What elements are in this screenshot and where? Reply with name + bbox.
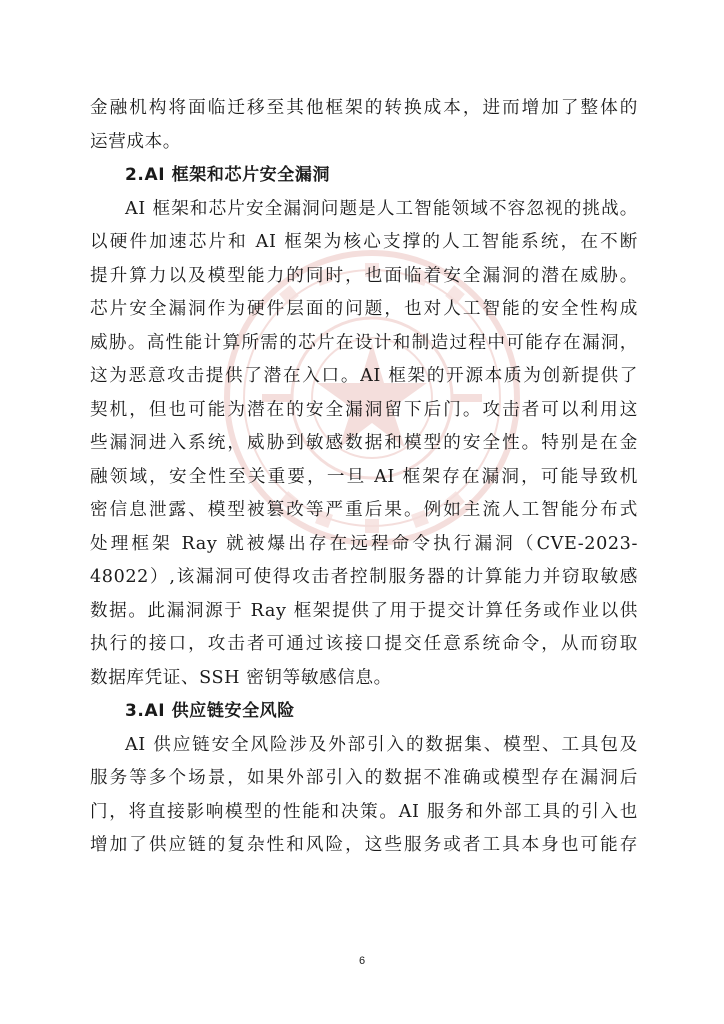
paragraph-line: 运营成本。: [90, 131, 181, 152]
paragraph-line: 增加了供应链的复杂性和风险，这些服务或者工具本身也可能存: [90, 835, 638, 855]
paragraph-line: 服务等多个场景，如果外部引入的数据不准确或模型存在漏洞后: [90, 768, 638, 788]
paragraph-line: 金融机构将面临迁移至其他框架的转换成本，进而增加了整体的: [90, 98, 638, 118]
paragraph-line: 这为恶意攻击提供了潜在入口。AI 框架的开源本质为创新提供了: [90, 366, 638, 386]
section-heading: 3.AI 供应链安全风险: [125, 701, 295, 721]
paragraph-line: 提升算力以及模型能力的同时，也面临着安全漏洞的潜在威胁。: [90, 265, 638, 286]
paragraph-line: AI 供应链安全风险涉及外部引入的数据集、模型、工具包及: [125, 734, 638, 755]
document-body: [90, 92, 638, 863]
paragraph-line: 芯片安全漏洞作为硬件层面的问题，也对人工智能的安全性构成: [90, 299, 638, 319]
paragraph-line: 以硬件加速芯片和 AI 框架为核心支撑的人工智能系统，在不断: [90, 232, 638, 252]
paragraph-line: 处理框架 Ray 就被爆出存在远程命令执行漏洞（CVE-2023-: [90, 533, 638, 554]
paragraph-line: 48022）,该漏洞可使得攻击者控制服务器的计算能力并窃取敏感: [90, 567, 638, 587]
paragraph-line: 些漏洞进入系统，威胁到敏感数据和模型的安全性。特别是在金: [90, 433, 638, 453]
paragraph-line: 执行的接口，攻击者可通过该接口提交任意系统命令，从而窃取: [90, 634, 638, 654]
paragraph-line: AI 框架和芯片安全漏洞问题是人工智能领域不容忽视的挑战。: [125, 198, 638, 219]
paragraph-line: 数据。此漏洞源于 Ray 框架提供了用于提交计算任务或作业以供: [90, 600, 638, 621]
paragraph-line: 密信息泄露、模型被篡改等严重后果。例如主流人工智能分布式: [90, 500, 638, 520]
paragraph-line: 融领域，安全性至关重要，一旦 AI 框架存在漏洞，可能导致机: [90, 466, 638, 487]
section-heading: 2.AI 框架和芯片安全漏洞: [125, 165, 331, 185]
paragraph-line: 契机，但也可能为潜在的安全漏洞留下后门。攻击者可以利用这: [90, 399, 638, 420]
paragraph-line: 门，将直接影响模型的性能和决策。AI 服务和外部工具的引入也: [90, 801, 638, 822]
page-number: 6: [358, 955, 366, 967]
paragraph-line: 威胁。高性能计算所需的芯片在设计和制造过程中可能存在漏洞，: [90, 332, 638, 353]
paragraph-line: 数据库凭证、SSH 密钥等敏感信息。: [90, 667, 392, 688]
